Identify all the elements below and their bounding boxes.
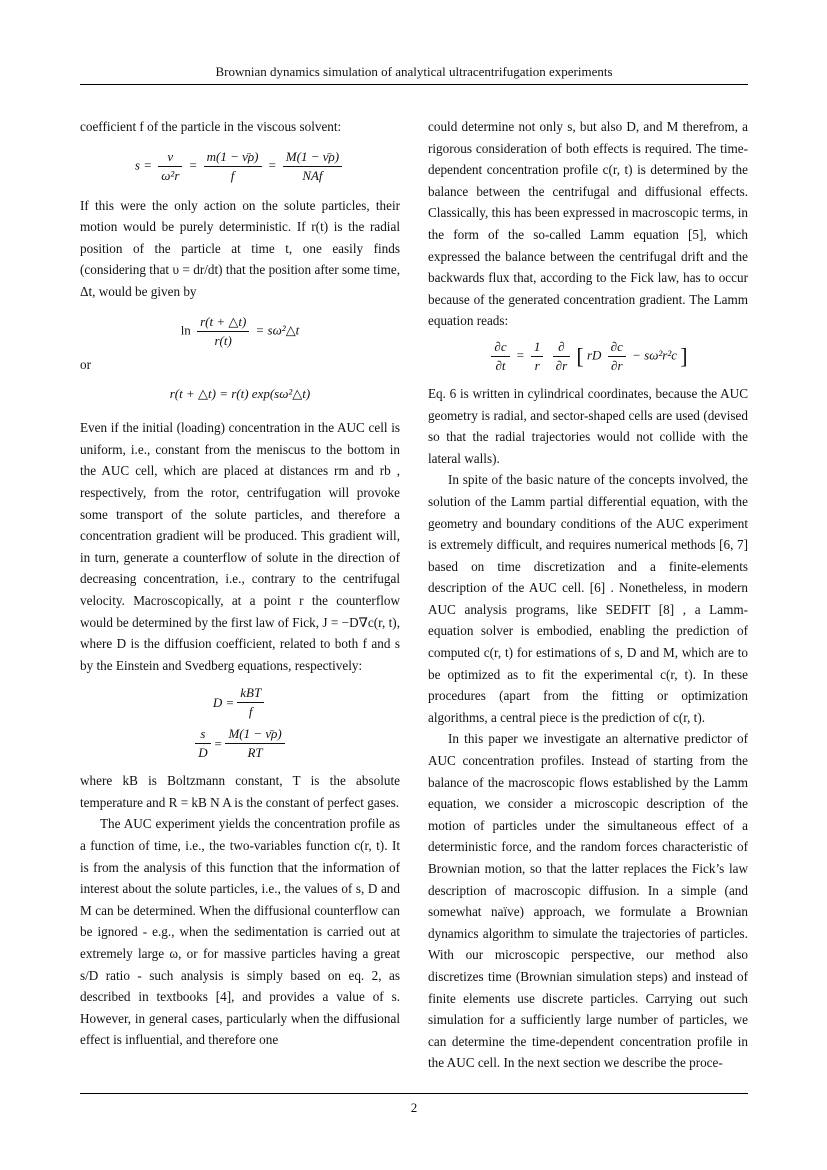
eq1-frac-1 — [158, 148, 182, 185]
eq2-ln: ln — [180, 322, 191, 338]
eq1-f1-num: ν — [158, 148, 182, 167]
eq6-a-den: r — [534, 357, 540, 373]
eq1-f2-num: m(1 − ν̄ρ) — [204, 148, 262, 167]
eq1-frac-3 — [283, 148, 342, 185]
eq6-lhs — [491, 338, 509, 375]
eq6-c-num: ∂c — [608, 338, 626, 357]
eq6-c-den: ∂r — [611, 357, 623, 373]
left-paragraph-2: If this were the only action on the solute particles, their motion would be purely deterministic. If r(t) is the radial position of the particle at time t, one easily finds (considering that υ = dr/dt) that the position after some time, Δt, would be given by — [80, 197, 400, 299]
eq1-f3-den: NAf — [302, 167, 323, 183]
running-title: Brownian dynamics simulation of analytical ultracentrifugation experiments — [215, 64, 613, 79]
eq5-num: M(1 − ν̄ρ) — [225, 725, 284, 744]
eq6-b-num: ∂ — [553, 338, 570, 357]
equation-4 — [213, 684, 267, 721]
eq1-frac-2 — [204, 148, 262, 185]
equation-5 — [192, 725, 287, 762]
eq5-lnum: s — [195, 725, 210, 744]
eq6-inner-pre: rD — [586, 347, 602, 363]
right-paragraph-2: Eq. 6 is written in cylindrical coordinates, because the AUC geometry is radial, and sector-shaped cells are used (devised so that the radial trajectories would not collide with the lateral walls). — [428, 385, 748, 466]
eq6-open-bracket: [ — [576, 343, 584, 369]
right-paragraph-3: In spite of the basic nature of the concepts involved, the solution of the Lamm partial differential equation, with the geometry and boundary conditions of the AUC experiment is extremely difficult, and requires numerical methods [6, 7] based on time discretization and a finite-elements description of the AUC cell. [6] . Nonetheless, in modern AUC analysis programs, like SEDFIT [8] , a Lamm-equation solver is embodied, enabling the prediction of computed c(r, t) for estimations of s, D and M, which are to be optimized as to fit the experimental c(r, t). In these procedures (apart from the fitting or optimization algorithms, a central piece is the prediction of c(r, t). — [428, 472, 748, 725]
eq5-lfrac — [195, 725, 210, 762]
eq1-lhs: s = — [134, 157, 152, 173]
eq2-frac — [197, 313, 249, 350]
equation-2 — [80, 313, 400, 350]
eq5-eq: = — [213, 735, 223, 751]
eq6-frac-b — [553, 338, 570, 375]
eq5-lden: D — [198, 745, 208, 761]
left-paragraph-3: Even if the initial (loading) concentration in the AUC cell is uniform, i.e., constant from the meniscus to the bottom in the AUC cell, which are placed at distances rm and rb , respectively, from the rotor, centrifugation will provoke some transport of the solute particles, and therefore a concentration gradient will be produced. This gradient will, in turn, generate a counterflow of solute in the direction of decreasing concentration, i.e., contrary to the centrifugal velocity. Macroscopically, at a point r the counterflow would be determined by the first law of Fick, J = −D∇c(r, t), where D is the diffusion coefficient, related to both f and s by the Einstein and Svedberg equations, respectively: — [80, 420, 400, 673]
footer-rule — [80, 1093, 748, 1094]
eq6-close-bracket: ] — [680, 343, 688, 369]
equation-3: r(t + △t) = r(t) exp(sω²△t) — [169, 386, 311, 402]
eq6-frac-a — [531, 338, 544, 375]
eq1-eq3: = — [267, 157, 277, 173]
left-paragraph-5: The AUC experiment yields the concentration profile as a function of time, i.e., the two-variables function c(r, t). It is from the analysis of this function that the information of interest about the solute particles, i.e., the values of s, D and M can be determined. When the diffusional counterflow can be ignored - e.g., when the sedimentation is carried out at extremely large ω, or for massive particles having a great s/D ratio - such analysis is simply based on eq. 2, as described in textbooks [4], and provides a value of s. However, in general cases, particularly when the diffusional effect is influential, and therefore one — [80, 816, 400, 1048]
right-column — [428, 116, 748, 1074]
eq4-lhs: D = — [212, 695, 235, 711]
right-paragraph-4: In this paper we investigate an alternative predictor of AUC concentration profiles. Instead of starting from the balance of the macroscopic flows established by the Lamm equation, we consider a microscopic description of the motion of particles under the simultaneous effect of a deterministic force, and the random forces characteristic of Brownian motion, so that the latter replaces the Fick’s law description of macroscopic diffusion. In a simple (and somewhat naïve) approach, we formulate a Brownian dynamics algorithm to simulate the trajectories of particles. With our microscopic perspective, our method also discretizes time (Brownian simulation steps) and instead of finite elements use discrete particles. Carrying out such simulation for a sufficiently large number of particles, we can determine the time-dependent concentration profile in the AUC cell. In the next section we describe the proce- — [428, 731, 748, 1071]
eq6-a-num: 1 — [531, 338, 544, 357]
eq4-den: f — [248, 704, 253, 720]
eq6-frac-c — [608, 338, 626, 375]
page-number: 2 — [410, 1100, 418, 1115]
left-paragraph-4: where kB is Boltzmann constant, T is the absolute temperature and R = kB N A is the constant of perfect gases. — [80, 773, 400, 810]
eq2-num: r(t + △t) — [197, 313, 249, 332]
left-paragraph-1: coefficient f of the particle in the viscous solvent: — [80, 119, 342, 134]
eq4-num: kBT — [237, 684, 264, 703]
eq2-den: r(t) — [214, 332, 232, 348]
eq1-f1-den: ω²r — [161, 167, 180, 183]
or-text: or — [80, 356, 91, 372]
equation-4-5 — [80, 684, 400, 762]
eq6-inner-post: − sω²r²c — [632, 347, 677, 363]
eq1-f3-num: M(1 − ν̄ρ) — [283, 148, 342, 167]
eq5-den: RT — [247, 745, 263, 761]
right-paragraph-1: could determine not only s, but also D, and M therefrom, a rigorous consideration of both effects is required. The time-dependent concentration profile c(r, t) is determined by the balance between the centrifugal and diffusional effects. Classically, this has been expressed in macroscopic terms, in the form of the so-called Lamm equation [5], which expressed the balance between the centrifugal drift and the backwards flux that, according to the Fick law, has to occur because of the generated concentration gradient. The Lamm equation reads: — [428, 119, 748, 329]
eq2-rhs: = sω²△t — [255, 322, 300, 338]
header-rule — [80, 84, 748, 85]
left-column — [80, 116, 400, 1051]
eq1-eq2: = — [188, 157, 198, 173]
eq6-lhs-den: ∂t — [495, 357, 506, 373]
eq1-f2-den: f — [230, 167, 235, 183]
eq6-lhs-num: ∂c — [491, 338, 509, 357]
equation-6 — [428, 338, 748, 375]
eq6-b-den: ∂r — [555, 357, 568, 373]
eq4-frac — [237, 684, 264, 721]
eq5-rfrac — [225, 725, 284, 762]
eq6-eq: = — [515, 347, 525, 363]
equation-1 — [80, 148, 400, 185]
